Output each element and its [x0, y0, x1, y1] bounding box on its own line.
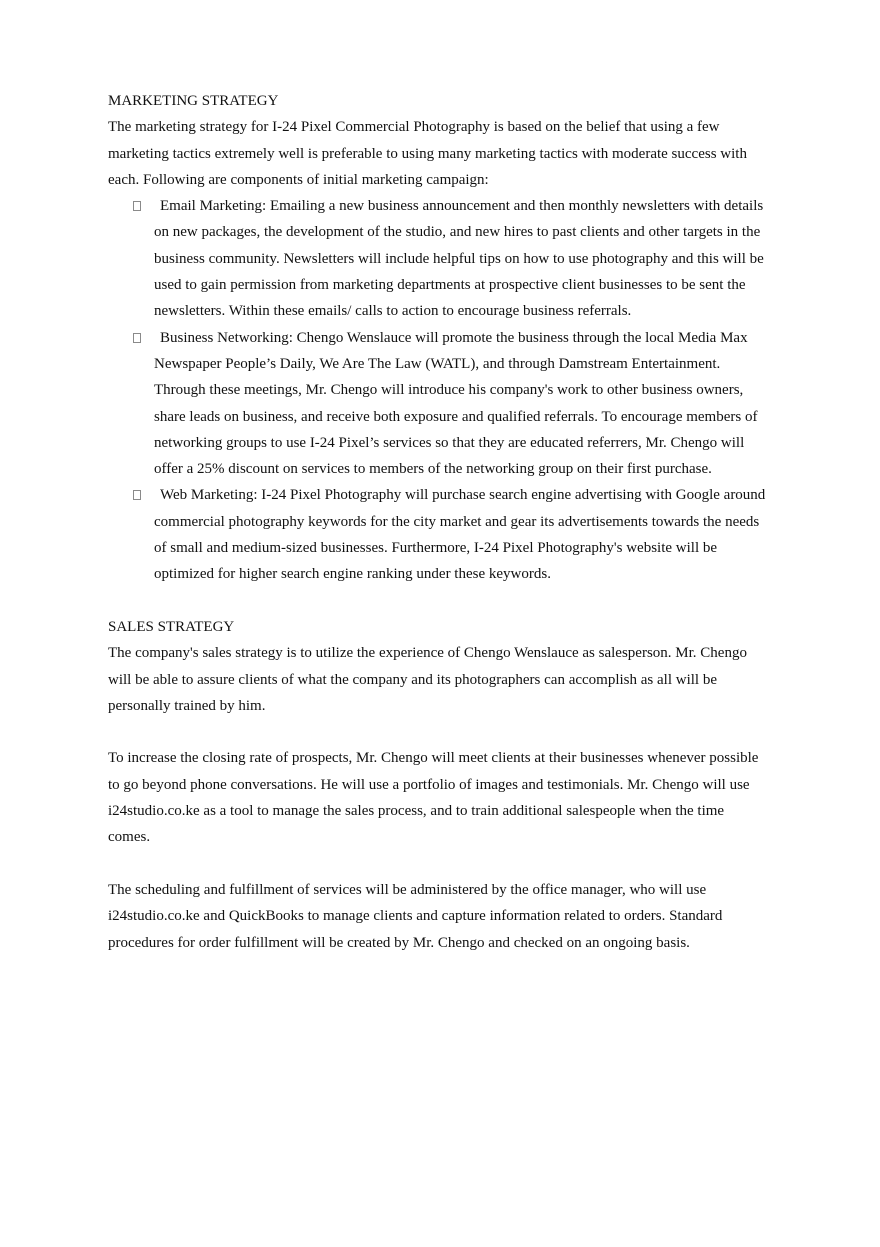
sales-heading: SALES STRATEGY [108, 618, 235, 635]
marketing-intro: The marketing strategy for I-24 Pixel Commercial Photography is based on the belief that using a few marketing tactics extremely well is preferable to using many marketing tactics with moderate success with each. Following are components of initial marketing campaign: [108, 119, 747, 188]
bullet-icon [133, 333, 141, 343]
paragraph-spacer [108, 719, 768, 745]
business-networking-text: Business Networking: Chengo Wenslauce will promote the business through the local Media Max Newspaper People’s Daily, We Are The Law (WATL), and through Damstream Entertainment. Through these meetings, Mr. Chengo will introduce his company's work to other business owners, share leads on business, and receive both exposure and qualified referrals. To encourage members of networking groups to use I-24 Pixel’s services so that they are educated referrers, Mr. Chengo will offer a 25% discount on services to members of the networking group on their first purchase. [154, 329, 758, 478]
bullet-icon [133, 201, 141, 211]
bullet-icon [133, 490, 141, 500]
document-page [108, 88, 768, 956]
sales-paragraph-3: The scheduling and fulfillment of services will be administered by the office manager, who will use i24studio.co.ke and QuickBooks to manage clients and capture information related to orders. Standard procedures for order fulfillment will be created by Mr. Chengo and checked on an ongoing basis. [108, 881, 723, 951]
sales-paragraph-1: The company's sales strategy is to utilize the experience of Chengo Wenslauce as salesperson. Mr. Chengo will be able to assure clients of what the company and its photographers can accomplish as all will be personally trained by him. [108, 645, 747, 714]
marketing-components-list [108, 193, 768, 587]
list-item [108, 193, 768, 324]
email-marketing-text: Email Marketing: Emailing a new business announcement and then monthly newsletters with details on new packages, the development of the studio, and new hires to past clients and other targets in the business community. Newsletters will include helpful tips on how to use photography and this will be used to gain permission from marketing departments at prospective client businesses to be sent the newsletters. Within these emails/ calls to action to encourage business referrals. [154, 198, 764, 320]
section-spacer [108, 588, 768, 614]
paragraph-spacer [108, 851, 768, 877]
list-item [108, 482, 768, 587]
sales-paragraph-2: To increase the closing rate of prospects, Mr. Chengo will meet clients at their businesses whenever possible to go beyond phone conversations. He will use a portfolio of images and testimonials. Mr. Chengo will use i24studio.co.ke as a tool to manage the sales process, and to train additional salespeople when the time comes. [108, 750, 759, 846]
web-marketing-text: Web Marketing: I-24 Pixel Photography will purchase search engine advertising with Google around commercial photography keywords for the city market and gear its advertisements towards the needs of small and medium-sized businesses. Furthermore, I-24 Pixel Photography's website will be optimized for higher search engine ranking under these keywords. [154, 487, 766, 583]
list-item [108, 325, 768, 483]
marketing-heading: MARKETING STRATEGY [108, 93, 279, 109]
